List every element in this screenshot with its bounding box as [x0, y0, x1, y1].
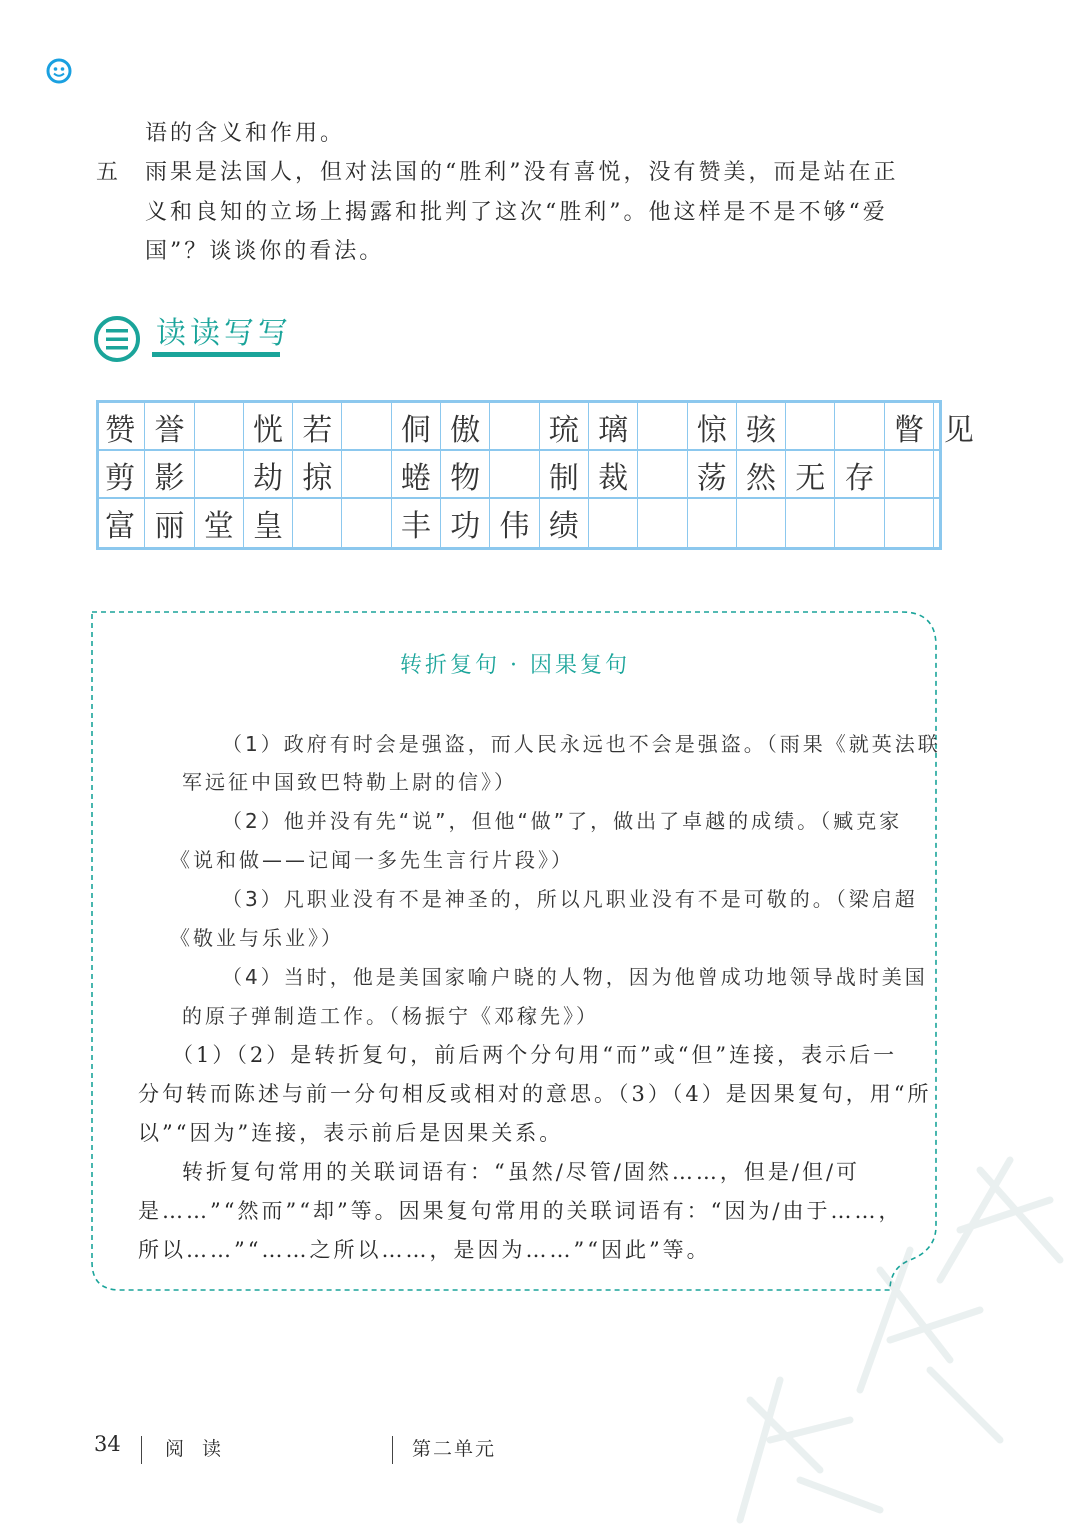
grid-cell: 然 [737, 451, 786, 499]
explanation-line: 以”“因为”连接，表示前后是因果关系。 [138, 1121, 564, 1145]
section-title: 读读写写 [156, 316, 292, 351]
example-line: （4）当时，他是美国家喻户晓的人物，因为他曾成功地领导战时美国 [222, 965, 928, 989]
publisher-watermark [680, 1140, 1080, 1530]
grid-row [96, 403, 983, 451]
grid-cell [342, 499, 391, 547]
example-line: （3）凡职业没有不是神圣的，所以凡职业没有不是可敬的。（梁启超 [222, 887, 918, 911]
grid-cell [885, 499, 934, 547]
grid-cell: 若 [293, 403, 342, 451]
grid-cell [589, 499, 638, 547]
grid-cell [490, 403, 539, 451]
grid-cell [835, 499, 884, 547]
smiley-icon [46, 58, 72, 84]
explanation-line: 是……”“然而”“却”等。因果复句常用的关联词语有：“因为/由于……， [138, 1199, 903, 1223]
grid-cell: 富 [96, 499, 145, 547]
question-continuation: 语的含义和作用。 [145, 121, 346, 146]
grid-cell [195, 403, 244, 451]
three-lines-icon [94, 316, 140, 362]
question-line: 国”？谈谈你的看法。 [145, 239, 385, 264]
footer-divider [141, 1436, 142, 1464]
footer-section: 阅 读 [165, 1438, 228, 1460]
grid-row [96, 451, 983, 499]
grid-cell: 剪 [96, 451, 145, 499]
grid-cell: 存 [835, 451, 884, 499]
grid-divider [96, 449, 942, 451]
explanation-line: 分句转而陈述与前一分句相反或相对的意思。（3）（4）是因果复句，用“所 [138, 1082, 932, 1106]
grid-cell [688, 499, 737, 547]
grid-cell: 劫 [244, 451, 293, 499]
grid-cell: 骇 [737, 403, 786, 451]
grid-cell [885, 451, 934, 499]
grid-cell [342, 451, 391, 499]
grid-cell [638, 499, 687, 547]
grid-cell: 物 [441, 451, 490, 499]
grid-cell [934, 499, 983, 547]
grid-cell: 堂 [195, 499, 244, 547]
grid-cell [293, 499, 342, 547]
grid-cell: 惊 [688, 403, 737, 451]
grid-cell: 丰 [392, 499, 441, 547]
explanation-line: 转折复句常用的关联词语有：“虽然/尽管/固然……，但是/但/可 [182, 1160, 861, 1184]
example-line: 《敬业与乐业》） [170, 926, 344, 950]
page-number: 34 [94, 1432, 121, 1456]
grid-divider [96, 497, 942, 499]
grid-cell: 蜷 [392, 451, 441, 499]
question-line: 义和良知的立场上揭露和批判了这次“胜利”。他这样是不是不够“爱 [145, 200, 888, 225]
grid-cell: 侗 [392, 403, 441, 451]
grid-cell: 荡 [688, 451, 737, 499]
grid-cell: 制 [540, 451, 589, 499]
question-number: 五 [96, 160, 119, 185]
grid-cell: 瞥 [885, 403, 934, 451]
footer-unit: 第二单元 [412, 1438, 497, 1460]
grid-cell [934, 451, 983, 499]
grid-cell: 皇 [244, 499, 293, 547]
grid-cell: 琉 [540, 403, 589, 451]
example-line: 的原子弹制造工作。（杨振宁《邓稼先》） [182, 1004, 599, 1028]
grid-cell [786, 499, 835, 547]
grid-cell: 掠 [293, 451, 342, 499]
footer-divider [392, 1436, 393, 1464]
grid-cell: 裁 [589, 451, 638, 499]
grid-cell [638, 451, 687, 499]
explanation-line: 所以……”“……之所以……，是因为……”“因此”等。 [138, 1238, 711, 1262]
grid-cell: 丽 [145, 499, 194, 547]
grid-cell: 绩 [540, 499, 589, 547]
grid-cell: 见 [943, 413, 974, 448]
example-line: （2）他并没有先“说”，但他“做”了，做出了卓越的成绩。（臧克家 [222, 809, 903, 833]
grid-cell [342, 403, 391, 451]
grid-cell [786, 403, 835, 451]
grid-cell: 功 [441, 499, 490, 547]
grid-cell: 誉 [145, 403, 194, 451]
grid-cell: 璃 [589, 403, 638, 451]
question-line: 雨果是法国人，但对法国的“胜利”没有喜悦，没有赞美，而是站在正 [145, 160, 899, 185]
grid-cell: 赞 [96, 403, 145, 451]
grid-cell [195, 451, 244, 499]
explanation-line: （1）（2）是转折复句，前后两个分句用“而”或“但”连接，表示后一 [172, 1043, 898, 1067]
grid-row [96, 499, 983, 547]
grid-cell [638, 403, 687, 451]
example-line: 《说和做——记闻一多先生言行片段》） [170, 848, 574, 872]
grid-cell: 伟 [490, 499, 539, 547]
grid-cell: 傲 [441, 403, 490, 451]
grid-cell [737, 499, 786, 547]
grid-cell: 恍 [244, 403, 293, 451]
example-line: 军远征中国致巴特勒上尉的信》） [182, 770, 517, 794]
grid-cell: 影 [145, 451, 194, 499]
panel-title: 转折复句 · 因果复句 [400, 653, 630, 678]
grid-cell [835, 403, 884, 451]
grid-cell [490, 451, 539, 499]
grid-cell: 无 [786, 451, 835, 499]
section-underline [152, 352, 280, 357]
example-line: （1）政府有时会是强盗，而人民永远也不会是强盗。（雨果《就英法联 [222, 732, 941, 756]
